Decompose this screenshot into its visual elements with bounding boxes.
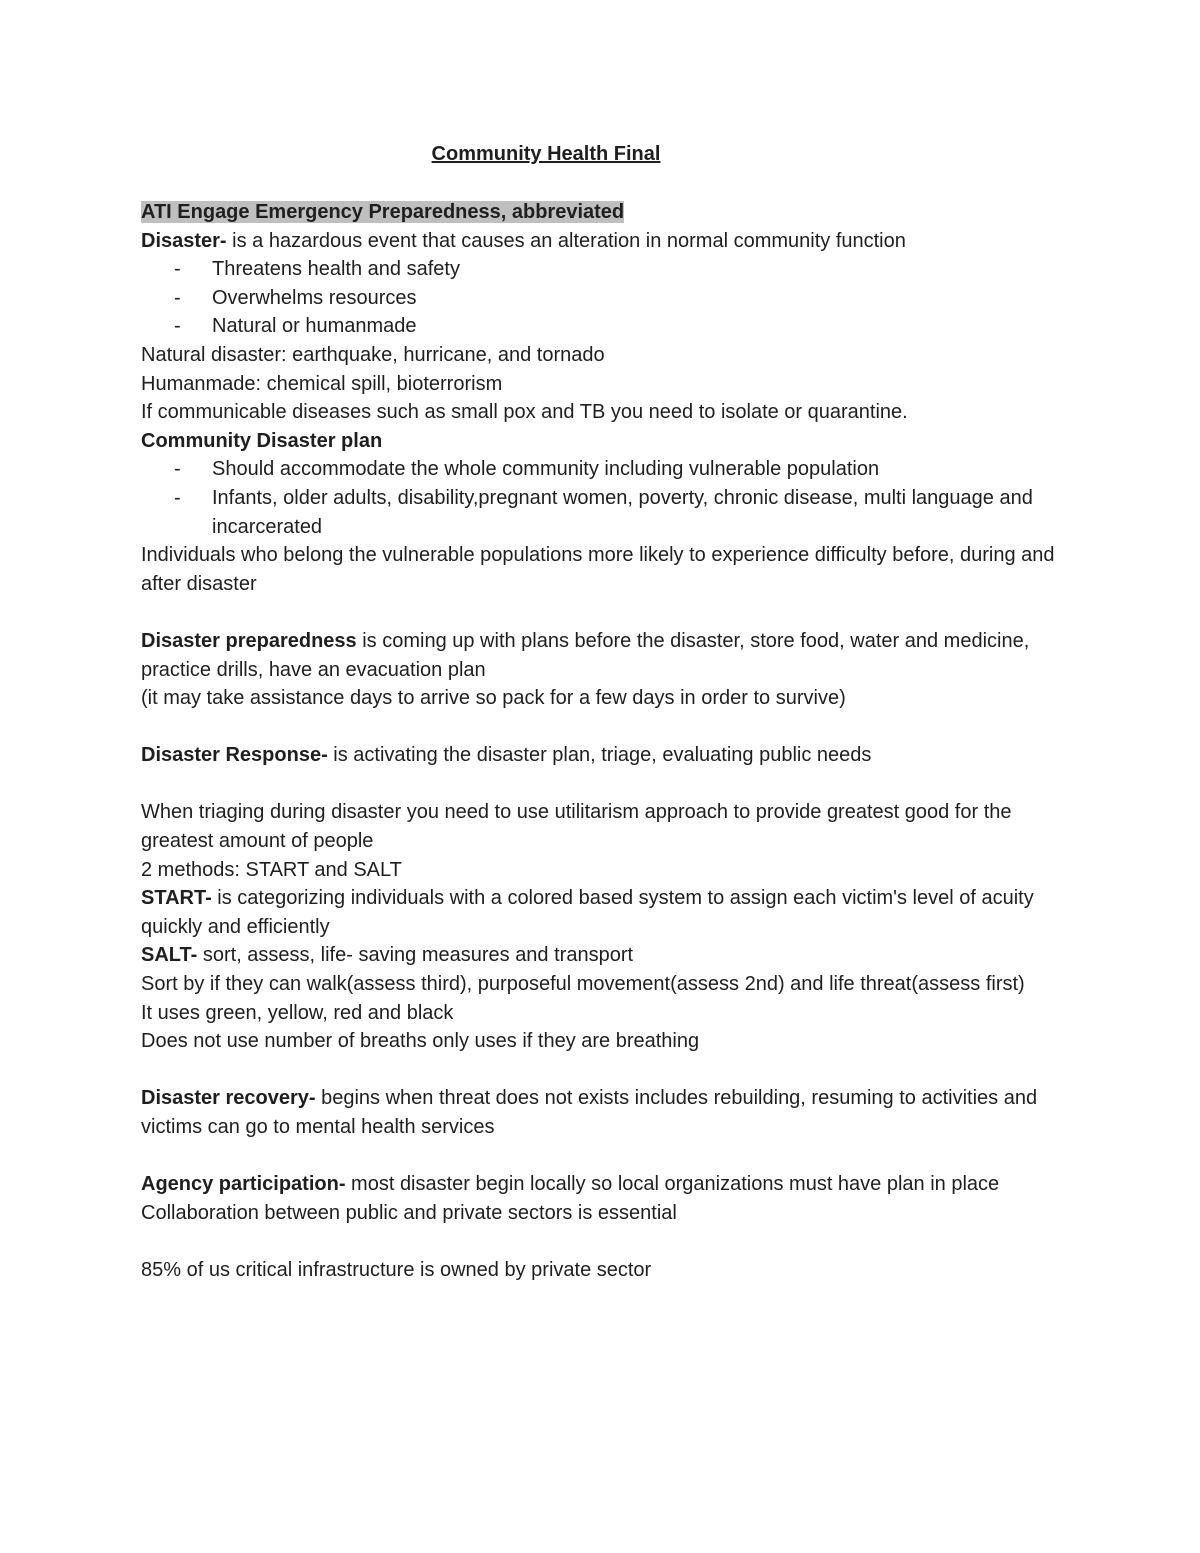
list-item-text: Threatens health and safety: [212, 258, 460, 281]
list-item: - Threatens health and safety: [174, 258, 460, 281]
definition-text: begins when threat does not exists includes rebuilding, resuming to activities and victims can go to mental health services: [141, 1087, 1038, 1138]
paragraph: It uses green, yellow, red and black: [141, 1001, 454, 1024]
definition-text: most disaster begin locally so local organizations must have plan in place: [345, 1173, 1000, 1196]
disaster-definition: [141, 227, 1061, 256]
paragraph: (it may take assistance days to arrive so pack for a few days in order to survive): [141, 687, 846, 710]
definition-text: sort, assess, life- saving measures and transport: [197, 944, 634, 967]
paragraph: 85% of us critical infrastructure is owned by private sector: [141, 1258, 652, 1281]
paragraph: Humanmade: chemical spill, bioterrorism: [141, 372, 503, 395]
list-item: - Should accommodate the whole community including vulnerable population: [174, 458, 880, 481]
recovery-definition: [141, 1084, 1061, 1141]
list-item-text: Overwhelms resources: [212, 286, 417, 309]
response-definition: [141, 741, 1061, 770]
paragraph: Individuals who belong the vulnerable populations more likely to experience difficulty before, during and after disaster: [141, 544, 1055, 595]
salt-definition: [141, 941, 1061, 970]
paragraph: Natural disaster: earthquake, hurricane, and tornado: [141, 343, 605, 366]
term: Disaster-: [141, 229, 227, 252]
start-definition: [141, 884, 1061, 941]
document-body: [141, 198, 1061, 1285]
section-heading: ATI Engage Emergency Preparedness, abbreviated: [141, 201, 625, 223]
definition-text: is activating the disaster plan, triage, evaluating public needs: [327, 744, 872, 767]
term: SALT-: [141, 944, 198, 967]
list-item: - Natural or humanmade: [174, 315, 417, 338]
list-item-text: Infants, older adults, disability,pregnant women, poverty, chronic disease, multi language and incarcerated: [212, 486, 1033, 538]
agency-definition: [141, 1170, 1061, 1199]
definition-text: is categorizing individuals with a colored based system to assign each victim's level of acuity quickly and efficiently: [141, 887, 1034, 938]
term: Agency participation-: [141, 1173, 346, 1196]
paragraph: Does not use number of breaths only uses if they are breathing: [141, 1030, 700, 1053]
term: Community Disaster plan: [141, 429, 383, 452]
term: START-: [141, 887, 212, 910]
paragraph: Sort by if they can walk(assess third), purposeful movement(assess 2nd) and life threat(assess first): [141, 973, 1025, 996]
paragraph: Collaboration between public and private sectors is essential: [141, 1201, 677, 1224]
list-item-text: Should accommodate the whole community including vulnerable population: [212, 458, 880, 481]
definition-text: is coming up with plans before the disaster, store food, water and medicine, practice drills, have an evacuation plan: [141, 629, 1030, 681]
paragraph: When triaging during disaster you need to use utilitarism approach to provide greatest good for the greatest amount of people: [141, 801, 1012, 853]
preparedness-definition: [141, 627, 1061, 684]
page-title: Community Health Final: [431, 143, 661, 165]
list-item: - Infants, older adults, disability,pregnant women, poverty, chronic disease, multi language and incarcerated: [174, 486, 1033, 538]
paragraph: If communicable diseases such as small pox and TB you need to isolate or quarantine.: [141, 401, 908, 424]
paragraph: 2 methods: START and SALT: [141, 858, 402, 881]
list-item-text: Natural or humanmade: [212, 315, 417, 338]
term: Disaster Response-: [141, 744, 328, 767]
term: Disaster recovery-: [141, 1087, 316, 1110]
definition-text: is a hazardous event that causes an alteration in normal community function: [226, 229, 906, 252]
list-item: - Overwhelms resources: [174, 286, 417, 309]
term: Disaster preparedness: [141, 629, 357, 652]
